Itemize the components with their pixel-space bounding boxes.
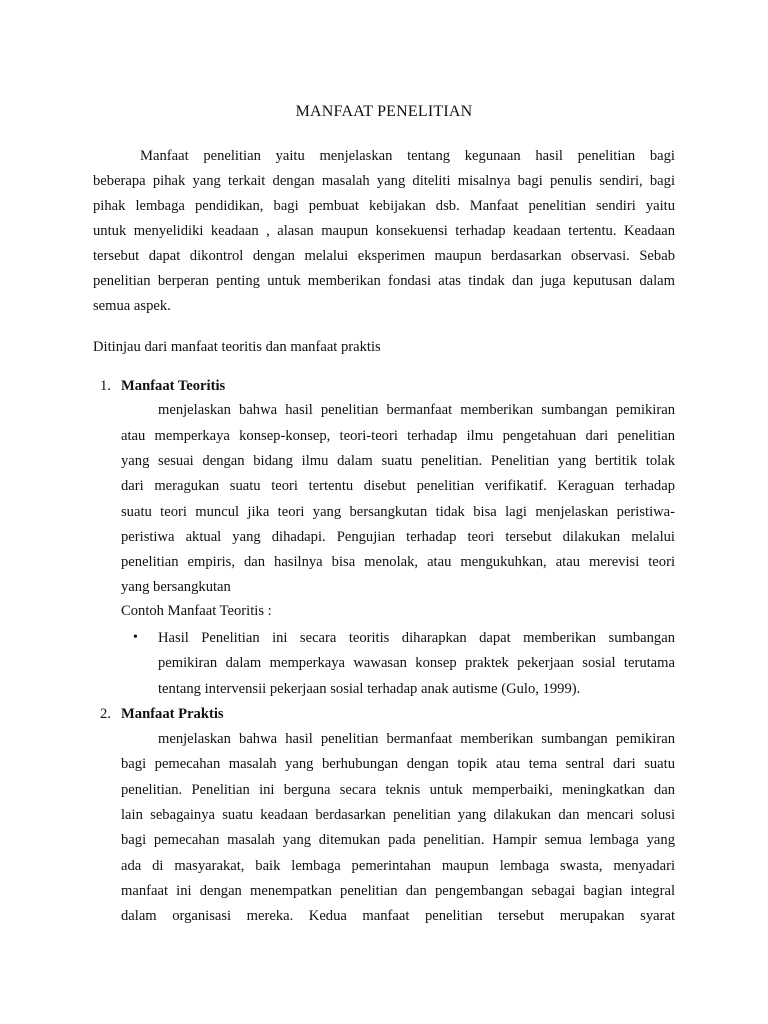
section2-line: ada di masyarakat, baik lembaga pemerintahan maupun lembaga swasta, menyadari [121,858,675,874]
section1-line: menjelaskan bahwa hasil penelitian bermanfaat memberikan sumbangan pemikiran [158,402,675,418]
intro-line: pihak lembaga pendidikan, bagi pembuat kebijakan dsb. Manfaat penelitian sendiri yaitu [93,198,675,214]
contoh-label: Contoh Manfaat Teoritis : [121,603,272,619]
intro-line: Manfaat penelitian yaitu menjelaskan tentang kegunaan hasil penelitian bagi [140,148,675,164]
intro-line: untuk menyelidiki keadaan , alasan maupun konsekuensi terhadap keadaan tertentu. Keadaan [93,223,675,239]
section2-line: dalam organisasi mereka. Kedua manfaat penelitian tersebut merupakan syarat [121,908,675,924]
bullet-icon: • [133,630,138,645]
section1-line: yang sesuai dengan bidang ilmu dalam suatu penelitian. Penelitian yang bertitik tolak [121,453,675,469]
section2-line: bagi pemecahan masalah yang berhubungan dengan topik atau tema sentral dari suatu [121,756,675,772]
intro-line: semua aspek. [93,298,171,314]
bullet-line: pemikiran dalam memperkaya wawasan konsep praktek pekerjaan sosial terutama [158,655,675,671]
section1-line: yang bersangkutan [121,579,231,595]
section2-line: menjelaskan bahwa hasil penelitian bermanfaat memberikan sumbangan pemikiran [158,731,675,747]
section1-line: suatu teori muncul jika teori yang bersangkutan tidak bisa lagi menjelaskan peristiwa- [121,504,675,520]
intro-line: beberapa pihak yang terkait dengan masalah yang diteliti misalnya bagi penulis sendiri, bagi [93,173,675,189]
section1-line: dari meragukan suatu teori tertentu disebut penelitian verifikatif. Keraguan terhadap [121,478,675,494]
intro-line: penelitian berperan penting untuk memberikan fondasi atas tindak dan juga keputusan dalam [93,273,675,289]
section-number: 2. [100,706,111,722]
section-number: 1. [100,378,111,394]
section1-line: atau memperkaya konsep-konsep, teori-teori terhadap ilmu pengetahuan dari penelitian [121,428,675,444]
section1-line: peristiwa aktual yang dihadapi. Pengujian terhadap teori tersebut dilakukan melalui [121,529,675,545]
bullet-line: tentang intervensii pekerjaan sosial terhadap anak autisme (Gulo, 1999). [158,681,581,697]
page-title: MANFAAT PENELITIAN [295,103,473,120]
section-heading: Manfaat Teoritis [121,378,226,394]
section2-line: lain sebagainya suatu keadaan berdasarkan penelitian yang dilakukan dan mencari solusi [121,807,675,823]
ditinjau-line: Ditinjau dari manfaat teoritis dan manfaat praktis [93,339,381,355]
section2-line: bagi pemecahan masalah yang ditemukan pada penelitian. Hampir semua lembaga yang [121,832,675,848]
section1-line: penelitian empiris, dan hasilnya bisa menolak, atau mengukuhkan, atau merevisi teori [121,554,675,570]
section2-line: manfaat ini dengan menempatkan penelitian dan pengembangan sebagai bagian integral [121,883,675,899]
section2-line: penelitian. Penelitian ini berguna secara teknis untuk memperbaiki, meningkatkan dan [121,782,675,798]
bullet-line: Hasil Penelitian ini secara teoritis diharapkan dapat memberikan sumbangan [158,630,675,646]
section-heading: Manfaat Praktis [121,706,224,722]
intro-line: tersebut dapat dikontrol dengan melalui eksperimen maupun berdasarkan observasi. Sebab [93,248,675,264]
